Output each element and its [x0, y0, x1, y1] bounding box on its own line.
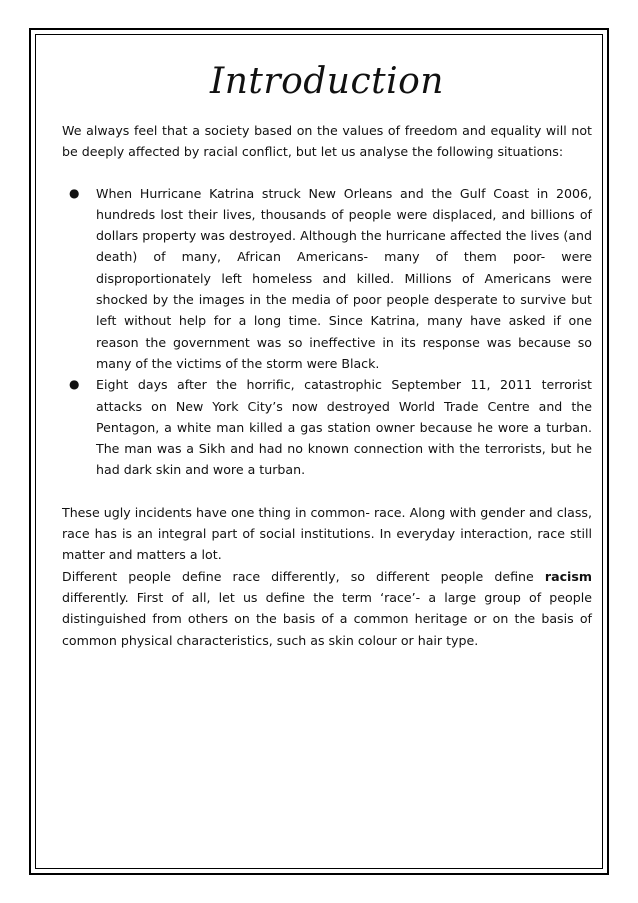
- situations-list: [62, 183, 592, 481]
- document-body: [62, 54, 592, 651]
- bullet-icon: ●: [69, 377, 80, 392]
- list-item: [69, 183, 592, 375]
- racism-term: racism: [544, 568, 592, 584]
- intro-paragraph: We always feel that a society based on the values of freedom and equality will not be deeply affected by racial conflict, but let us analyse the following situations:: [62, 123, 592, 160]
- define-race-text-end: differently. First of all, let us define the term ‘race’- a large group of people distinguished from others on the basis of a common heritage or on the basis of common physical characteristics, such as skin colour or hair type.: [62, 589, 592, 648]
- page-title: Introduction: [210, 61, 444, 102]
- list-item-text: When Hurricane Katrina struck New Orleans and the Gulf Coast in 2006, hundreds lost their lives, thousands of people were displaced, and billions of dollars property was destroyed. Although the hurricane affected the lives (and death) of many, African Americans- many of them poor- were disproportionately left homeless and killed. Millions of Americans were shocked by the images in the media of poor people desperate to survive but left without help for a long time. Since Katrina, many have asked if one reason the government was so ineffective in its response was because so many of the victims of the storm were Black.: [96, 185, 592, 371]
- list-item-text: Eight days after the horrific, catastrophic September 11, 2011 terrorist attacks on New York City’s now destroyed World Trade Centre and the Pentagon, a white man killed a gas station owner because he wore a turban. The man was a Sikh and had no known connection with the terrorists, but he had dark skin and wore a turban.: [96, 377, 592, 478]
- list-item: [69, 374, 592, 480]
- define-race-paragraph: [62, 566, 592, 651]
- define-race-text-start: Different people define race differently, so different people define: [62, 568, 545, 584]
- common-race-paragraph: These ugly incidents have one thing in common- race. Along with gender and class, race has is an integral part of social institutions. In everyday interaction, race still matter and matters a lot.: [62, 504, 592, 563]
- bullet-icon: ●: [69, 185, 80, 200]
